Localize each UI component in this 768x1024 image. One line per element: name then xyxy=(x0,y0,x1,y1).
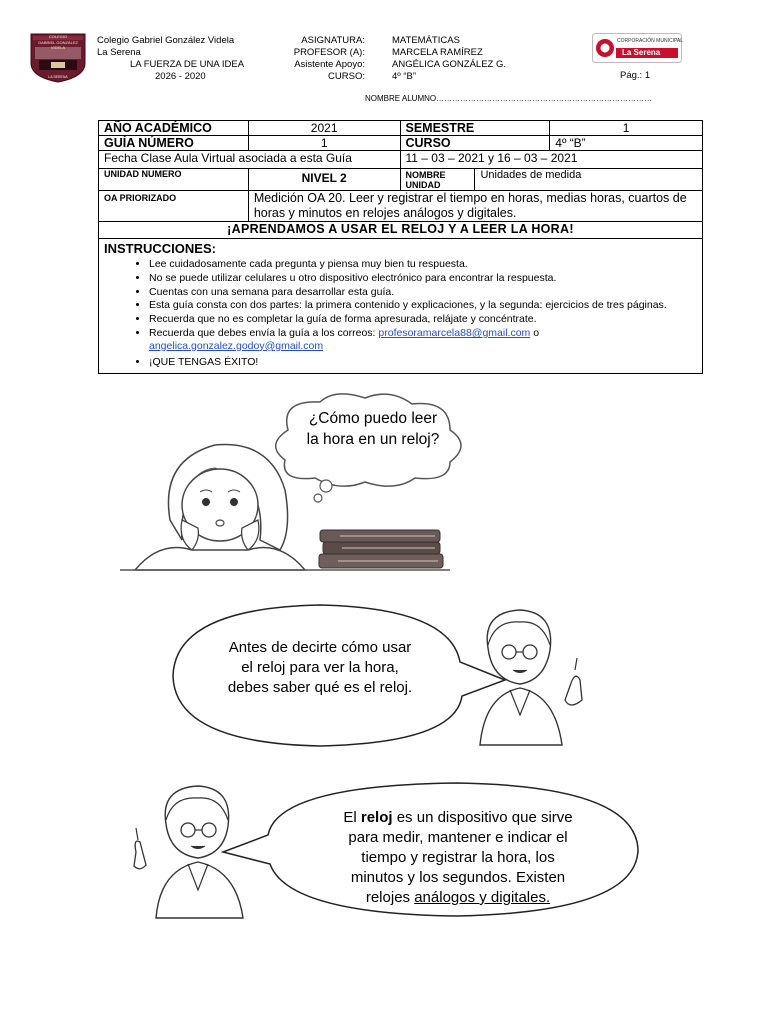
corporation-logo xyxy=(592,33,682,63)
semester-value: 1 xyxy=(550,121,703,136)
thinking-girl-illustration xyxy=(120,390,500,590)
email-link-2[interactable]: angelica.gonzalez.godoy@gmail.com xyxy=(149,339,324,352)
semester-label: SEMESTRE xyxy=(400,121,550,136)
guide-info-table xyxy=(98,120,703,374)
bubble2-line-3: tiempo y registrar la hora, los xyxy=(361,849,555,866)
shield-text-name: GABRIEL GONZÁLEZ VIDELA xyxy=(38,40,78,50)
instructions-list xyxy=(104,258,697,368)
teacher-speech-illustration-1 xyxy=(170,600,590,750)
oa-label: OA PRIORIZADO xyxy=(99,191,249,222)
guide-number-value: 1 xyxy=(248,136,400,151)
corp-logo-name: La Serena xyxy=(622,48,661,57)
instruction-item: • Recuerda que no es completar la guía de forma apresurada, relájate y concéntrate. xyxy=(149,313,697,326)
bubble1-line-2: el reloj para ver la hora, xyxy=(241,659,399,676)
instructions-title: INSTRUCCIONES: xyxy=(104,241,216,256)
bubble2-prefix: El xyxy=(343,809,361,826)
email-joiner: o xyxy=(530,326,540,339)
bubble2-line-5 xyxy=(303,888,613,908)
class-date-value: 11 – 03 – 2021 y 16 – 03 – 2021 xyxy=(400,151,703,169)
class-date-label: Fecha Clase Aula Virtual asociada a esta Guía xyxy=(99,151,401,169)
thought-line-2: la hora en un reloj? xyxy=(306,431,440,448)
bubble1-line-1: Antes de decirte cómo usar xyxy=(228,639,412,656)
bubble2-bold-word: reloj xyxy=(360,809,393,826)
guide-number-label: GUÍA NÚMERO xyxy=(99,136,249,151)
instructions-cell xyxy=(99,239,703,374)
email-instruction-text: Recuerda que debes envía la guía a los correos: xyxy=(149,326,379,339)
bubble2-line-4: minutos y los segundos. Existen xyxy=(350,869,566,886)
thought-line-1: ¿Cómo puedo leer xyxy=(308,410,438,427)
thought-bubble-text xyxy=(288,408,458,450)
shield-text-bottom: LA SERENA xyxy=(48,75,68,79)
assistant-value: ANGÉLICA GONZÁLEZ G. xyxy=(392,59,507,70)
teacher-label: PROFESOR (A): xyxy=(293,47,365,58)
oa-text: Medición OA 20. Leer y registrar el tiempo en horas, medias horas, cuartos de horas y minutos en relojes análogos y digitales. xyxy=(248,191,702,222)
course-table-value: 4º “B” xyxy=(550,136,703,151)
course-table-label: CURSO xyxy=(400,136,550,151)
corp-logo-top: CORPORACIÓN MUNICIPAL xyxy=(617,38,684,44)
speech-bubble-1-text xyxy=(190,638,450,698)
bubble2-line-1-rest: es un dispositivo que sirve xyxy=(392,809,573,826)
instruction-item: • Cuentas con una semana para desarrollar esta guía. xyxy=(149,286,697,299)
school-name: Colegio Gabriel González Videla xyxy=(97,35,235,46)
school-years: 2026 - 2020 xyxy=(155,71,206,82)
school-city: La Serena xyxy=(97,47,141,58)
academic-year-label: AÑO ACADÉMICO xyxy=(99,121,249,136)
banner-title: ¡APRENDAMOS A USAR EL RELOJ Y A LEER LA HORA! xyxy=(99,222,703,239)
unit-name-label: NOMBRE UNIDAD xyxy=(400,169,475,191)
instruction-item-emails xyxy=(149,327,697,353)
instruction-item: • No se puede utilizar celulares u otro dispositivo electrónico para encontrar la respuesta. xyxy=(149,272,697,285)
bubble2-underlined-text: análogos y digitales. xyxy=(414,889,551,906)
teacher-value: MARCELA RAMÍREZ xyxy=(392,47,483,58)
speech-bubble-2-text xyxy=(303,808,613,908)
student-name-line: NOMBRE ALUMNO……………………………………………………………………… xyxy=(365,94,653,103)
instruction-item: • Esta guía consta con dos partes: la primera contenido y explicaciones, y la segunda: ejercicios de tres páginas. xyxy=(149,299,697,312)
level-value: NIVEL 2 xyxy=(248,169,400,191)
bubble2-line-1 xyxy=(303,808,613,828)
teacher-speech-illustration-2 xyxy=(128,780,640,920)
unit-name-value: Unidades de medida xyxy=(475,169,703,191)
email-link-1[interactable]: profesoramarcela88@gmail.com xyxy=(378,326,531,339)
academic-year-value: 2021 xyxy=(248,121,400,136)
instruction-item: • ¡QUE TENGAS ÉXITO! xyxy=(149,356,697,369)
shield-text-top: COLEGIO xyxy=(48,34,68,39)
bubble1-line-3: debes saber qué es el reloj. xyxy=(227,679,413,696)
assistant-label: Asistente Apoyo: xyxy=(294,59,365,70)
instruction-item: • Lee cuidadosamente cada pregunta y piensa muy bien tu respuesta. xyxy=(149,258,697,271)
school-shield-logo xyxy=(29,33,87,83)
course-value: 4º “B” xyxy=(392,71,417,82)
course-label: CURSO: xyxy=(328,71,365,82)
subject-value: MATEMÁTICAS xyxy=(392,35,460,46)
school-motto: LA FUERZA DE UNA IDEA xyxy=(130,59,245,70)
unit-number-label: UNIDAD NUMERO xyxy=(99,169,249,191)
page-number: Pág.: 1 xyxy=(620,70,651,81)
bubble2-line-2: para medir, mantener e indicar el xyxy=(348,829,568,846)
bubble2-line-5-prefix: relojes xyxy=(365,889,415,906)
subject-label: ASIGNATURA: xyxy=(301,35,365,46)
